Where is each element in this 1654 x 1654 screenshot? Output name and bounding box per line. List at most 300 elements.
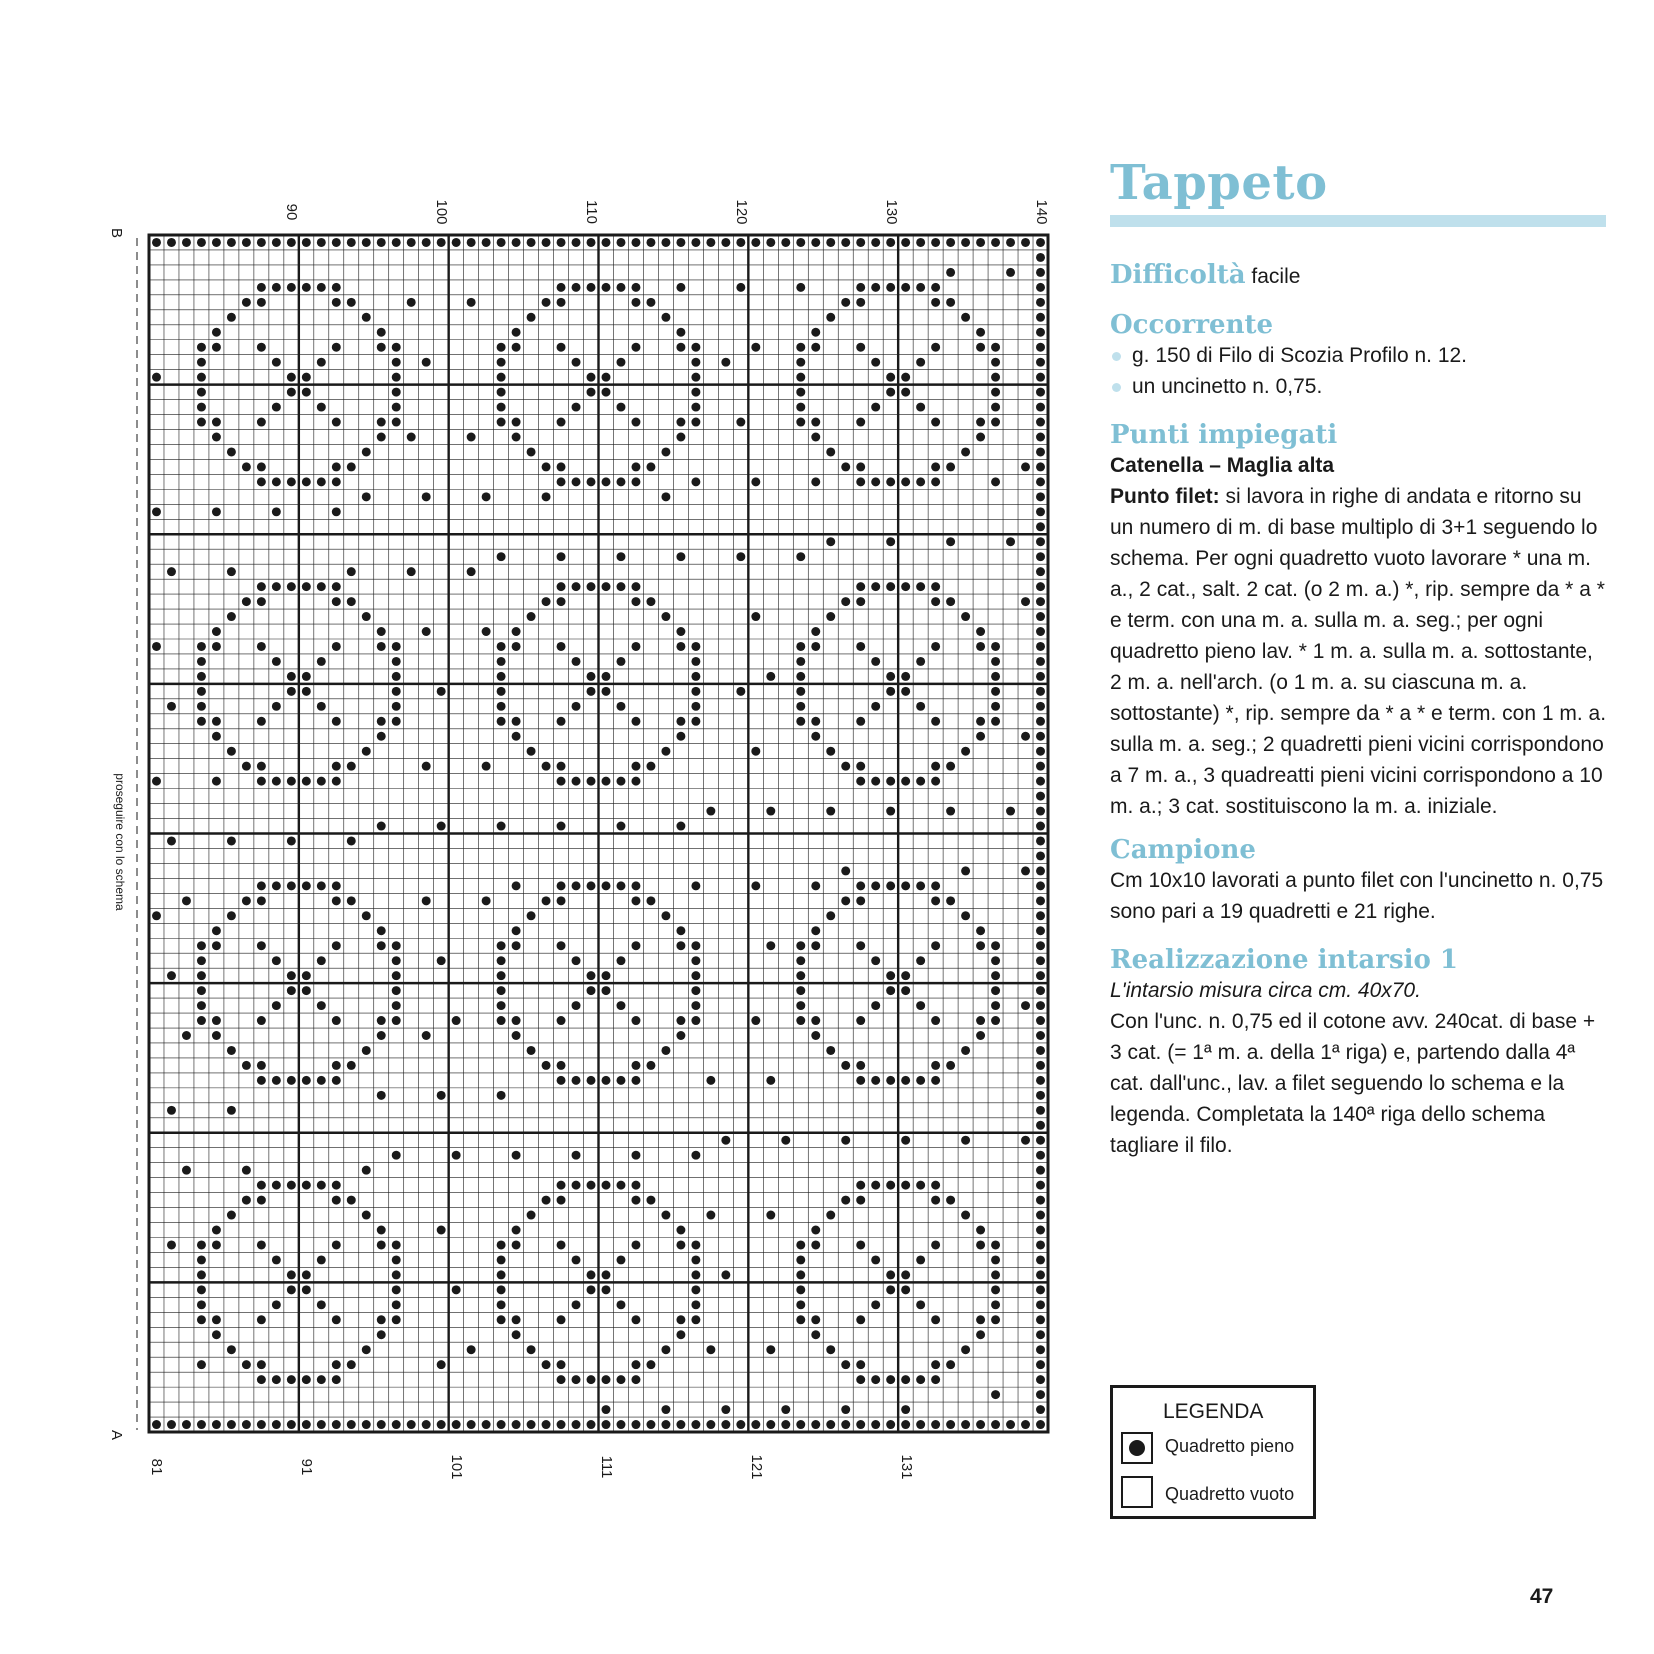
filled-square-dot [377, 627, 386, 636]
filled-square-dot [557, 238, 566, 247]
filled-square-dot [302, 971, 311, 980]
filled-square-dot [1036, 986, 1045, 995]
filled-square-dot [317, 358, 326, 367]
filled-square-dot [1036, 672, 1045, 681]
filled-square-dot [796, 238, 805, 247]
filled-square-dot [691, 1016, 700, 1025]
filled-square-dot [751, 1016, 760, 1025]
filled-square-dot [616, 403, 625, 412]
filled-square-dot [931, 1315, 940, 1324]
filled-square-dot [631, 462, 640, 471]
filled-square-dot [302, 687, 311, 696]
filled-square-dot [257, 1360, 266, 1369]
filled-square-dot [796, 1270, 805, 1279]
filled-square-dot [227, 447, 236, 456]
filled-square-dot [257, 418, 266, 427]
filled-square-dot [497, 552, 506, 561]
filled-square-dot [1036, 537, 1045, 546]
filled-square-dot [916, 1300, 925, 1309]
filled-square-dot [332, 477, 341, 486]
filled-square-dot [212, 627, 221, 636]
filled-square-dot [542, 597, 551, 606]
filled-square-dot [616, 657, 625, 666]
filled-square-dot [931, 1360, 940, 1369]
filled-square-dot [1036, 1076, 1045, 1085]
filled-square-dot [497, 388, 506, 397]
filled-square-dot [796, 388, 805, 397]
filled-square-dot [212, 1031, 221, 1040]
filled-square-dot [497, 702, 506, 711]
filled-square-dot [212, 343, 221, 352]
filled-square-dot [407, 433, 416, 442]
filled-square-dot [587, 582, 596, 591]
filled-square-dot [557, 777, 566, 786]
filled-square-dot [811, 1016, 820, 1025]
filled-square-dot [527, 612, 536, 621]
filled-square-dot [826, 612, 835, 621]
filled-square-dot [347, 1196, 356, 1205]
filled-square-dot [856, 1360, 865, 1369]
filled-square-dot [916, 403, 925, 412]
filled-square-dot [781, 1420, 790, 1429]
filled-square-dot [257, 941, 266, 950]
filled-square-dot [691, 343, 700, 352]
filled-square-dot [512, 433, 521, 442]
filled-square-dot [676, 1240, 685, 1249]
filled-square-dot [557, 597, 566, 606]
filled-square-dot [242, 1061, 251, 1070]
filled-square-dot [856, 462, 865, 471]
filled-square-dot [497, 642, 506, 651]
filled-square-dot [1036, 866, 1045, 875]
filled-square-dot [512, 418, 521, 427]
filled-square-dot [766, 238, 775, 247]
filled-square-dot [257, 1061, 266, 1070]
filled-square-dot [287, 777, 296, 786]
filled-square-dot [976, 418, 985, 427]
filled-square-dot [332, 418, 341, 427]
filled-square-dot [602, 388, 611, 397]
filled-square-dot [661, 1211, 670, 1220]
filled-square-dot [766, 672, 775, 681]
filled-square-dot [392, 1315, 401, 1324]
filled-square-dot [377, 343, 386, 352]
filled-square-dot [257, 642, 266, 651]
filled-square-dot [287, 388, 296, 397]
filled-square-dot [362, 238, 371, 247]
filled-square-dot [392, 1240, 401, 1249]
filled-square-dot [197, 1240, 206, 1249]
filled-square-dot [542, 1196, 551, 1205]
filled-square-dot [257, 283, 266, 292]
filled-square-dot [736, 238, 745, 247]
filled-square-dot [227, 836, 236, 845]
filled-square-dot [751, 1420, 760, 1429]
filled-square-dot [347, 597, 356, 606]
filled-square-dot [901, 971, 910, 980]
filled-square-dot [482, 238, 491, 247]
filled-square-dot [856, 1076, 865, 1085]
filled-square-dot [377, 926, 386, 935]
filled-square-dot [1036, 777, 1045, 786]
filled-square-dot [437, 238, 446, 247]
filled-square-dot [646, 762, 655, 771]
filled-square-dot [691, 1270, 700, 1279]
filled-square-dot [691, 657, 700, 666]
filled-square-dot [587, 986, 596, 995]
filled-square-dot [646, 462, 655, 471]
filled-square-dot [631, 597, 640, 606]
filled-square-dot [317, 702, 326, 711]
filled-square-dot [572, 358, 581, 367]
filled-square-dot [212, 642, 221, 651]
filled-square-dot [811, 732, 820, 741]
filled-square-dot [302, 388, 311, 397]
filled-square-dot [257, 597, 266, 606]
filled-square-dot [901, 1285, 910, 1294]
filled-square-dot [1036, 1420, 1045, 1429]
filled-square-dot [1036, 1016, 1045, 1025]
filled-square-dot [512, 1330, 521, 1339]
filled-square-dot [257, 582, 266, 591]
filled-square-dot [557, 343, 566, 352]
filled-square-dot [766, 1420, 775, 1429]
filled-square-dot [317, 881, 326, 890]
filled-square-dot [542, 462, 551, 471]
filled-square-dot [407, 567, 416, 576]
filled-square-dot [721, 1420, 730, 1429]
filled-square-dot [901, 582, 910, 591]
filled-square-dot [362, 612, 371, 621]
filled-square-dot [856, 717, 865, 726]
filled-square-dot [332, 597, 341, 606]
filled-square-dot [631, 1315, 640, 1324]
filled-square-dot [766, 807, 775, 816]
filled-square-dot [392, 1001, 401, 1010]
filled-square-dot [901, 1136, 910, 1145]
filled-square-dot [1036, 1345, 1045, 1354]
filled-square-dot [317, 283, 326, 292]
filled-square-dot [497, 941, 506, 950]
filled-square-dot [197, 1255, 206, 1264]
filled-square-dot [991, 1240, 1000, 1249]
filled-square-dot [631, 881, 640, 890]
filled-square-dot [1021, 1420, 1030, 1429]
filled-square-dot [796, 373, 805, 382]
filled-square-dot [287, 1181, 296, 1190]
filled-square-dot [1036, 1360, 1045, 1369]
filled-square-dot [602, 777, 611, 786]
filled-square-dot [886, 1375, 895, 1384]
filled-square-dot [796, 956, 805, 965]
filled-square-dot [721, 358, 730, 367]
filled-square-dot [811, 627, 820, 636]
filled-square-dot [946, 1196, 955, 1205]
filled-square-dot [1036, 1285, 1045, 1294]
filled-square-dot [377, 1016, 386, 1025]
filled-square-dot [661, 447, 670, 456]
filled-square-dot [392, 687, 401, 696]
filled-square-dot [916, 1255, 925, 1264]
filled-square-dot [826, 1420, 835, 1429]
filled-square-dot [991, 343, 1000, 352]
filled-square-dot [781, 1136, 790, 1145]
filled-square-dot [257, 881, 266, 890]
filled-square-dot [676, 1315, 685, 1324]
filled-square-dot [631, 941, 640, 950]
filled-square-dot [991, 941, 1000, 950]
occorrente-item: g. 150 di Filo di Scozia Profilo n. 12. [1110, 340, 1610, 371]
filled-square-dot [227, 1046, 236, 1055]
filled-square-dot [796, 971, 805, 980]
filled-square-dot [1036, 657, 1045, 666]
filled-square-dot [661, 238, 670, 247]
filled-square-dot [422, 762, 431, 771]
filled-square-dot [602, 1270, 611, 1279]
filled-square-dot [871, 1420, 880, 1429]
filled-square-dot [901, 238, 910, 247]
filled-square-dot [961, 747, 970, 756]
filled-square-dot [706, 1076, 715, 1085]
filled-square-dot [332, 1420, 341, 1429]
filled-square-dot [991, 717, 1000, 726]
filled-square-dot [587, 672, 596, 681]
filled-square-dot [691, 1420, 700, 1429]
filled-square-dot [856, 582, 865, 591]
filled-square-dot [272, 881, 281, 890]
filled-square-dot [332, 1196, 341, 1205]
filled-square-dot [991, 642, 1000, 651]
filled-square-dot [197, 986, 206, 995]
filled-square-dot [527, 313, 536, 322]
filled-square-dot [886, 687, 895, 696]
filled-square-dot [197, 388, 206, 397]
filled-square-dot [497, 822, 506, 831]
filled-square-dot [152, 373, 161, 382]
legend-title: LEGENDA [1163, 1400, 1264, 1423]
filled-square-dot [691, 702, 700, 711]
filled-square-dot [691, 373, 700, 382]
filled-square-dot [467, 298, 476, 307]
filled-square-dot [242, 1420, 251, 1429]
filled-square-dot [946, 268, 955, 277]
filled-square-dot [946, 298, 955, 307]
filled-square-dot [572, 582, 581, 591]
filled-square-dot [871, 1076, 880, 1085]
filled-square-dot [661, 1405, 670, 1414]
filled-square-dot [272, 582, 281, 591]
filled-square-dot [706, 238, 715, 247]
filled-square-dot [392, 1300, 401, 1309]
filled-square-dot [856, 777, 865, 786]
filled-square-dot [676, 238, 685, 247]
filled-square-dot [691, 1151, 700, 1160]
page-title: Tappeto [1110, 155, 1328, 211]
filled-square-dot [706, 1345, 715, 1354]
filled-square-dot [377, 822, 386, 831]
filled-square-dot [781, 238, 790, 247]
filled-square-dot [347, 462, 356, 471]
filled-square-dot [527, 1420, 536, 1429]
filled-square-dot [437, 687, 446, 696]
filled-square-dot [197, 1270, 206, 1279]
filled-square-dot [1036, 1046, 1045, 1055]
filled-square-dot [631, 896, 640, 905]
filled-square-dot [317, 403, 326, 412]
filled-square-dot [766, 1345, 775, 1354]
filled-square-dot [152, 642, 161, 651]
filled-square-dot [931, 582, 940, 591]
filled-square-dot [272, 1255, 281, 1264]
filled-square-dot [691, 642, 700, 651]
filled-square-dot [497, 1420, 506, 1429]
filled-square-dot [961, 866, 970, 875]
filled-square-dot [826, 447, 835, 456]
filled-square-dot [392, 672, 401, 681]
filled-square-dot [796, 657, 805, 666]
filled-square-dot [437, 1091, 446, 1100]
filled-square-dot [212, 1226, 221, 1235]
filled-square-dot [377, 1031, 386, 1040]
filled-square-dot [392, 403, 401, 412]
filled-square-dot [931, 418, 940, 427]
filled-square-dot [317, 956, 326, 965]
filled-square-dot [631, 1076, 640, 1085]
filled-square-dot [212, 732, 221, 741]
filled-square-dot [332, 1076, 341, 1085]
filled-square-dot [392, 358, 401, 367]
filled-square-dot [1036, 522, 1045, 531]
filled-square-dot [811, 477, 820, 486]
filled-square-dot [631, 238, 640, 247]
filled-square-dot [931, 283, 940, 292]
filled-square-dot [871, 582, 880, 591]
filled-square-dot [347, 298, 356, 307]
filled-square-dot [572, 1076, 581, 1085]
filled-square-dot [332, 881, 341, 890]
filled-square-dot [287, 283, 296, 292]
filled-square-dot [1036, 477, 1045, 486]
filled-square-dot [587, 687, 596, 696]
filled-square-dot [1036, 1136, 1045, 1145]
filled-square-dot [527, 1345, 536, 1354]
filled-square-dot [287, 971, 296, 980]
filled-square-dot [946, 1360, 955, 1369]
filled-square-dot [557, 642, 566, 651]
filled-square-dot [557, 283, 566, 292]
filled-square-dot [347, 836, 356, 845]
filled-square-dot [392, 373, 401, 382]
filled-square-dot [796, 1300, 805, 1309]
filled-square-dot [302, 986, 311, 995]
filled-square-dot [991, 1420, 1000, 1429]
filled-square-dot [811, 881, 820, 890]
filled-square-dot [227, 747, 236, 756]
filled-square-dot [1036, 792, 1045, 801]
filled-square-dot [1036, 1330, 1045, 1339]
filled-square-dot [332, 762, 341, 771]
filled-square-dot [736, 283, 745, 292]
filled-square-dot [212, 1420, 221, 1429]
filled-square-dot [392, 418, 401, 427]
filled-square-dot [332, 896, 341, 905]
filled-square-dot [1036, 971, 1045, 980]
filled-square-dot [452, 1420, 461, 1429]
filled-square-dot [676, 433, 685, 442]
filled-square-dot [631, 343, 640, 352]
filled-square-dot [871, 358, 880, 367]
filled-square-dot [362, 1345, 371, 1354]
filled-square-dot [796, 1001, 805, 1010]
filled-square-dot [1021, 238, 1030, 247]
filled-square-dot [901, 1375, 910, 1384]
filled-square-dot [302, 1076, 311, 1085]
filled-square-dot [557, 881, 566, 890]
filled-square-dot [422, 492, 431, 501]
filled-square-dot [991, 1255, 1000, 1264]
filled-square-dot [302, 1181, 311, 1190]
filled-square-dot [751, 881, 760, 890]
filled-square-dot [841, 1061, 850, 1070]
filled-square-dot [736, 1420, 745, 1429]
filled-square-dot [676, 627, 685, 636]
filled-square-dot [991, 956, 1000, 965]
filled-square-dot [182, 1166, 191, 1175]
filled-square-dot [871, 238, 880, 247]
filled-square-dot [197, 702, 206, 711]
filled-square-dot [317, 1001, 326, 1010]
filled-square-dot [916, 283, 925, 292]
filled-square-dot [407, 238, 416, 247]
filled-square-dot [467, 433, 476, 442]
filled-square-dot [856, 642, 865, 651]
filled-square-dot [422, 238, 431, 247]
filled-square-dot [676, 822, 685, 831]
filled-square-dot [272, 1300, 281, 1309]
filled-square-dot [691, 672, 700, 681]
filled-square-dot [751, 747, 760, 756]
filled-square-dot [811, 433, 820, 442]
filled-square-dot [302, 1375, 311, 1384]
filled-square-dot [886, 537, 895, 546]
filled-square-dot [856, 477, 865, 486]
filled-square-dot [407, 1420, 416, 1429]
filled-square-dot [227, 313, 236, 322]
filled-square-dot [796, 283, 805, 292]
filled-square-dot [841, 597, 850, 606]
filled-square-dot [602, 1076, 611, 1085]
column-label-bottom: 121 [747, 1454, 765, 1480]
filled-square-dot [886, 807, 895, 816]
difficulty-value: facile [1251, 265, 1301, 288]
filled-square-dot [377, 1226, 386, 1235]
filled-square-dot [976, 642, 985, 651]
filled-square-dot [227, 612, 236, 621]
filled-square-dot [272, 238, 281, 247]
filled-square-dot [497, 238, 506, 247]
filled-square-dot [512, 732, 521, 741]
filled-square-dot [976, 717, 985, 726]
filled-square-dot [317, 582, 326, 591]
filled-square-dot [197, 238, 206, 247]
filled-square-dot [317, 1181, 326, 1190]
filled-square-dot [332, 582, 341, 591]
side-note: proseguire con lo schema [113, 773, 127, 911]
filled-square-dot [826, 911, 835, 920]
filled-square-dot [946, 238, 955, 247]
filled-square-dot [961, 911, 970, 920]
filled-square-dot [497, 956, 506, 965]
